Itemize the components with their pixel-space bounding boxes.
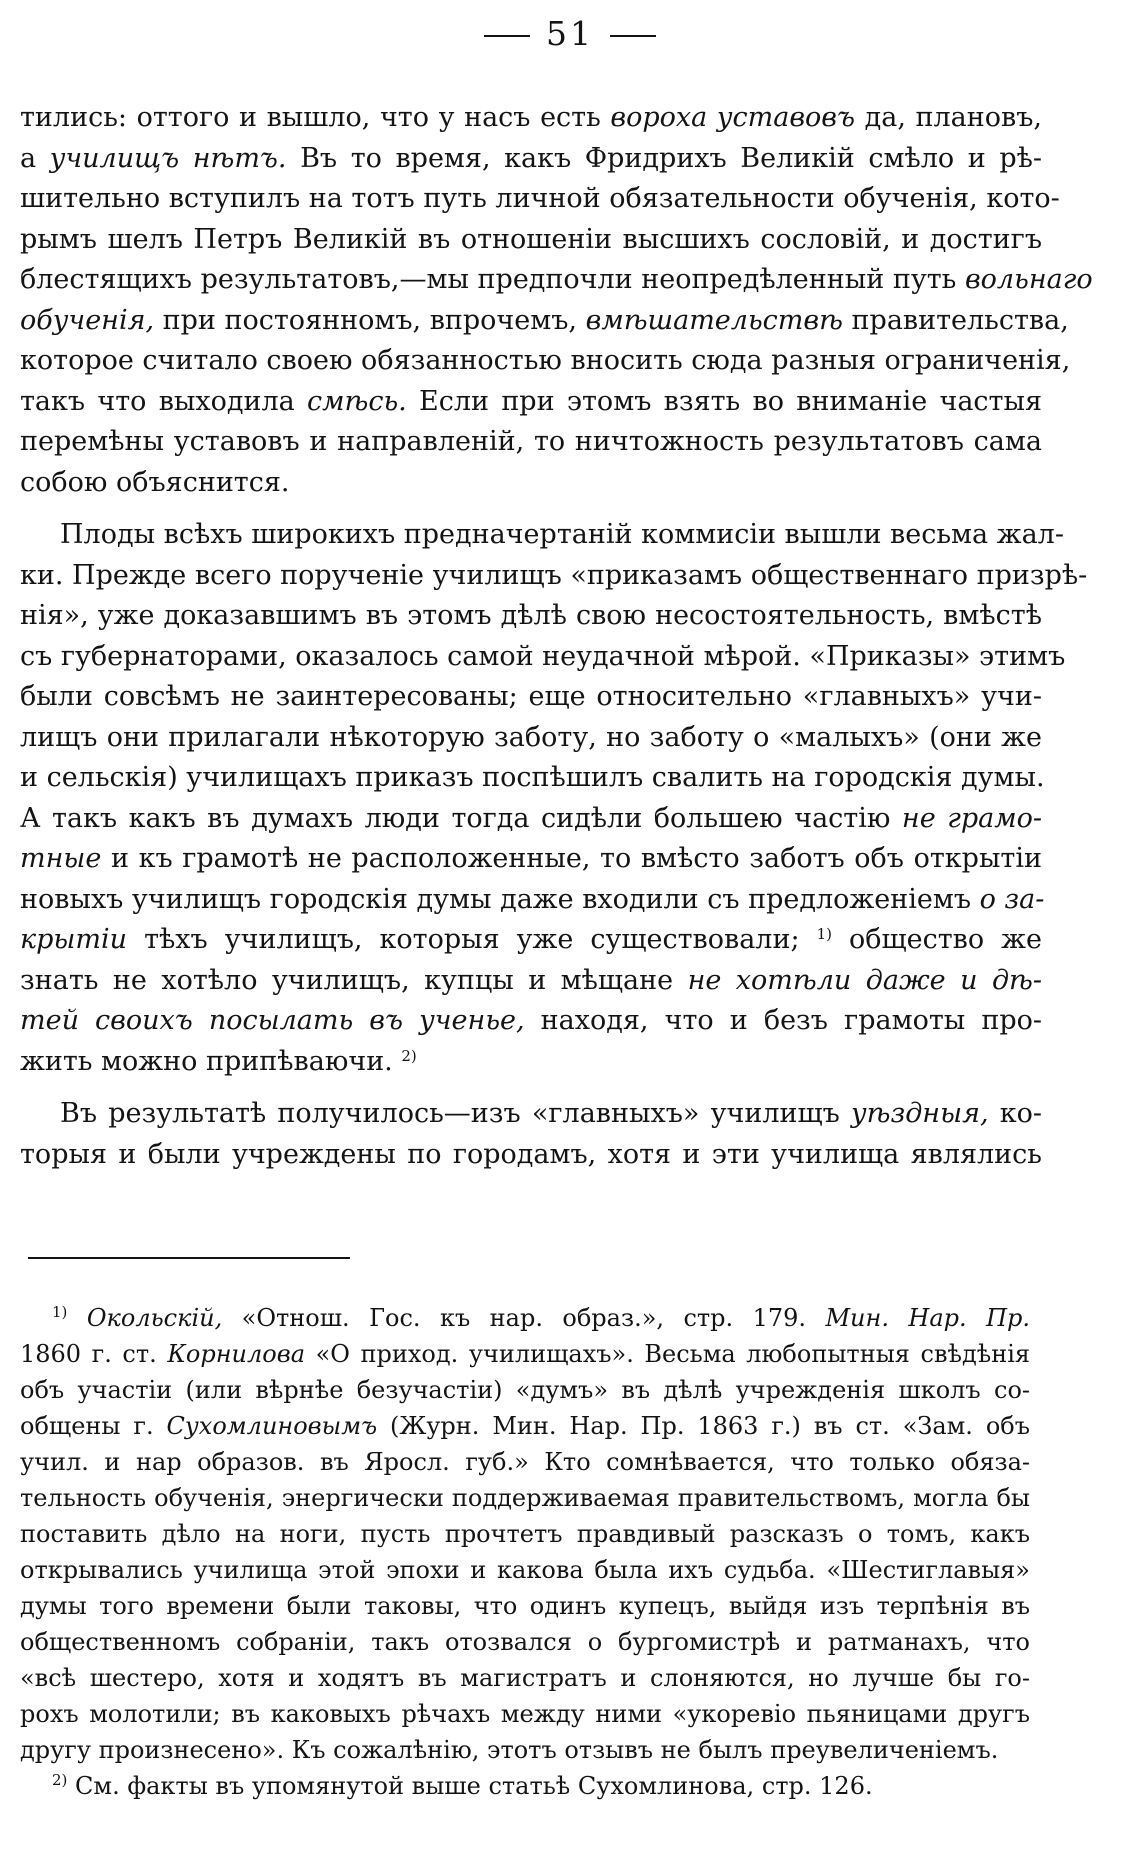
text-segment: другу произнесено». Къ сожалѣнію, этотъ отзывъ не былъ преувеличеніемъ. [20,1736,999,1764]
footnote-line [20,1552,1030,1588]
text-segment: Если при этомъ взять во вниманіе частыя [406,385,1042,417]
main-text-line [20,98,1042,138]
main-text-line [20,515,1064,555]
main-text-line [20,961,1042,1001]
footnote-line [20,1480,1030,1516]
italic-text: смѣсь. [307,385,407,417]
dash-left [484,35,530,37]
text-segment: «всѣ шестеро, хотя и ходятъ въ магистратъ и слоняются, но лучше бы го- [20,1664,1030,1692]
page-number-header [0,14,1140,53]
text-segment: учил. и нар образов. въ Яросл. губ.» Кто сомнѣвается, что только обяза- [20,1448,1030,1476]
text-segment: открывались училища этой эпохи и какова была ихъ судьба. «Шестиглавыя» [20,1556,1030,1584]
italic-text: не хотѣли даже и дѣ- [687,964,1042,996]
text-segment: поставить дѣло на ноги, пусть прочтетъ правдивый разсказъ о томъ, какъ [20,1520,1030,1548]
footnote-line [20,1300,1030,1336]
footnote-rule [28,1257,350,1259]
text-segment: а [20,142,50,174]
italic-text: вмѣшательствѣ [585,304,843,336]
main-text-line [20,1094,1042,1134]
footnote-line [20,1408,1030,1444]
italic-text: Сухомлиновымъ [166,1412,378,1440]
main-text-line [20,382,1042,422]
italic-text: училищъ нѣтъ. [49,142,287,174]
text-segment: «Отнош. Гос. къ нар. образ.», стр. 179. [222,1304,826,1332]
text-segment: общество же [832,924,1042,955]
text-segment: собою объяснится. [20,466,290,498]
footnote-line [20,1660,1030,1696]
text-segment: нія», уже доказавшимъ въ этомъ дѣлѣ свою несостоятельность, вмѣстѣ [20,600,1042,631]
text-segment: такъ что выходила [20,385,308,417]
main-text-line [20,799,1042,839]
main-text-line [20,596,1042,636]
footnote-line [20,1516,1030,1552]
main-text-line [20,301,1069,341]
text-segment: рохъ молотили; въ каковыхъ рѣчахъ между ними «укоревіо пьяницами другъ [20,1700,1030,1728]
italic-text: тей своихъ посылать въ ученье, [20,1005,525,1036]
main-text-line [20,839,1042,879]
footnote-ref: 1) [52,1303,68,1321]
footnote-ref: 2) [52,1771,68,1789]
footnote-line [20,1732,1030,1768]
text-segment: См. факты въ упомянутой выше статьѣ Сухомлинова, стр. 126. [67,1772,873,1800]
text-segment: общественномъ собраніи, такъ отозвался о бургомистрѣ и ратманахъ, что [20,1628,1030,1656]
text-segment: А такъ какъ въ думахъ люди тогда сидѣли большею частію [20,802,902,834]
text-segment [67,1304,86,1332]
main-text-line [20,139,1042,179]
main-text-line [20,677,1042,717]
footnote-line [20,1696,1030,1732]
text-segment: при постоянномъ, впрочемъ, [154,304,586,336]
text-segment: правительства, [842,304,1069,336]
main-text-line [20,880,1045,920]
italic-text: вольнаго [964,264,1093,295]
text-segment: рымъ шелъ Петръ Великій въ отношеніи высшихъ сословій, и достигъ [20,223,1042,255]
text-segment: находя, что и безъ грамоты про- [524,1005,1043,1036]
footnote-line [20,1588,1030,1624]
text-segment: и къ грамотѣ не расположенные, то вмѣсто заботъ объ открытіи [101,843,1042,874]
text-segment: 1860 г. ст. [20,1340,168,1368]
footnote-line [20,1768,1030,1804]
main-text-line [20,556,1088,596]
main-text-line [20,1042,1042,1082]
text-segment: ко- [988,1098,1043,1129]
text-segment: шительно вступилъ на тотъ путь личной обязательности обученія, кото- [20,183,1060,214]
italic-text: о за- [979,883,1045,915]
footnote-ref: 2) [401,1046,417,1065]
footnote-ref: 1) [816,925,832,943]
text-segment: съ губернаторами, оказалось самой неудачной мѣрой. «Приказы» этимъ [20,640,1066,672]
main-text-line [20,1135,1042,1175]
main-text-line [20,637,1066,677]
main-text-line [20,463,1042,503]
text-segment: Въ то время, какъ Фридрихъ Великій смѣло и рѣ- [286,142,1043,174]
text-segment: жить можно припѣваючи. [20,1045,402,1077]
text-segment: ки. Прежде всего порученіе училищъ «приказамъ общественнаго призрѣ- [20,559,1088,591]
text-segment: торыя и были учреждены по городамъ, хотя и эти училища являлись [20,1138,1042,1170]
main-text-line [20,179,1060,219]
text-segment: новыхъ училищъ городскія думы даже входили съ предложеніемъ [20,883,980,915]
italic-text: Окольскій, [86,1304,223,1332]
text-segment: да, плановъ, [855,102,1042,133]
text-segment: объ участіи (или вѣрнѣе безучастіи) «думъ» въ дѣлѣ учрежденія школъ со- [20,1376,1030,1404]
text-segment: тились: оттого и вышло, что у насъ есть [20,102,611,133]
text-segment: Въ результатѣ получилось—изъ «главныхъ» училищъ [60,1098,851,1129]
text-segment: (Журн. Мин. Нар. Пр. 1863 г.) въ ст. «Зам. объ [377,1412,1030,1440]
text-segment: Плоды всѣхъ широкихъ предначертаній коммисіи вышли весьма жал- [60,519,1064,550]
italic-text: тные [20,843,102,874]
italic-text: уѣздныя, [850,1098,989,1129]
italic-text: не грамо- [901,802,1042,834]
italic-text: обученія, [20,304,155,336]
footnote-line [20,1372,1030,1408]
text-segment: «О приход. училищахъ». Весьма любопытныя свѣдѣнія [305,1340,1031,1368]
text-segment: перемѣны уставовъ и направленій, то ничтожность результатовъ сама [20,426,1042,457]
text-segment: и сельскія) училищахъ приказъ поспѣшилъ свалить на городскія думы. [20,762,1045,793]
main-text-line [20,220,1042,260]
main-text-line [20,1001,1042,1041]
main-text-line [20,920,1042,960]
text-segment: блестящихъ результатовъ,—мы предпочли неопредѣленный путь [20,264,965,295]
text-segment: думы того времени были таковы, что одинъ купецъ, выйдя изъ терпѣнія въ [20,1592,1030,1620]
main-text-line [20,758,1045,798]
italic-text: Корнилова [167,1340,306,1368]
text-segment: лищъ они прилагали нѣкоторую заботу, но заботу о «малыхъ» (они же [20,721,1042,753]
italic-text: вороха уставовъ [610,102,856,133]
main-text-line [20,422,1042,462]
footnote-line [20,1336,1030,1372]
main-text-line [20,341,1071,381]
page-number: 51 [546,14,594,53]
dash-right [610,35,656,37]
italic-text: крытіи [20,924,128,955]
footnote-line [20,1444,1030,1480]
text-segment: общены г. [20,1412,167,1440]
text-segment: которое считало своею обязанностью вносить сюда разныя ограниченія, [20,345,1071,376]
italic-text: Мин. Нар. Пр. [825,1304,1030,1332]
main-text-line [20,718,1042,758]
footnote-line [20,1624,1030,1660]
text-segment: были совсѣмъ не заинтересованы; еще относительно «главныхъ» учи- [20,681,1042,712]
text-segment: тельность обученія, энергически поддерживаемая правительствомъ, могла бы [20,1484,1030,1512]
text-segment: знать не хотѣло училищъ, купцы и мѣщане [20,964,688,996]
main-text-line [20,260,1093,300]
text-segment: тѣхъ училищъ, которыя уже существовали; [127,924,817,955]
